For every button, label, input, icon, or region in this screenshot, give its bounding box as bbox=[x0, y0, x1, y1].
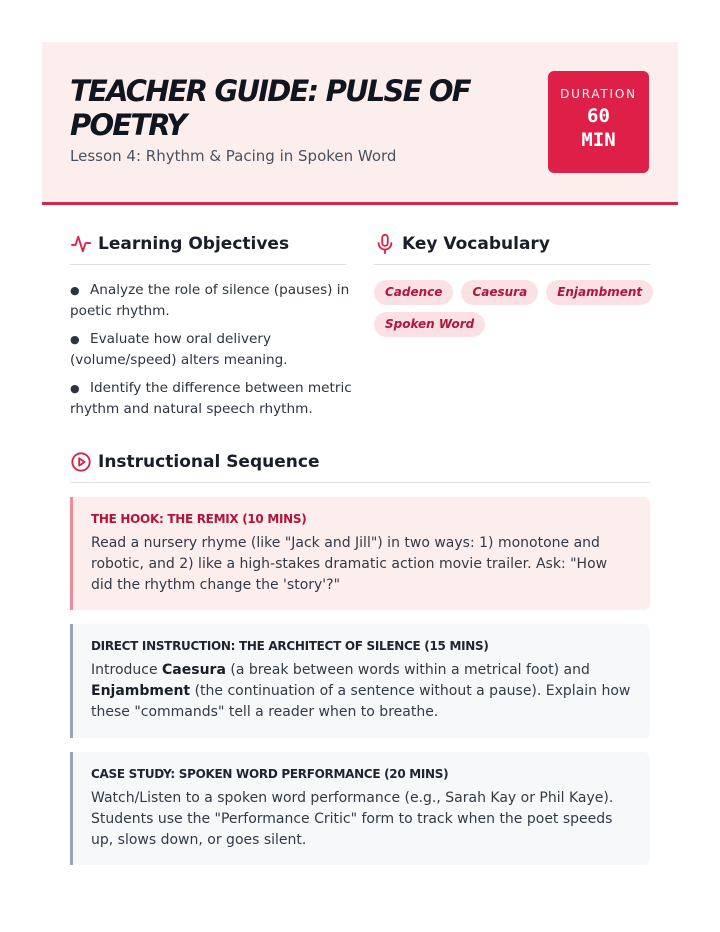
play-circle-icon bbox=[70, 451, 92, 473]
list-item: ● Identify the difference between metric rhythm and natural speech rhythm. bbox=[70, 380, 352, 417]
list-item: ● Analyze the role of silence (pauses) in poetic rhythm. bbox=[70, 282, 350, 319]
step-body: Read a nursery rhyme (like "Jack and Jill") in two ways: 1) monotone and robotic, and 2) like a high-stakes dramatic action movie trailer. Ask: "How did the rhythm change the 'story'?" bbox=[91, 535, 608, 593]
objectives-list bbox=[70, 280, 355, 427]
vocabulary-heading-text: Key Vocabulary bbox=[402, 234, 550, 254]
guide-header bbox=[42, 42, 678, 205]
step-card-direct-instruction bbox=[70, 624, 650, 738]
vocab-chip-caesura: Caesura bbox=[461, 280, 538, 305]
sequence-heading bbox=[70, 451, 650, 483]
term-caesura: Caesura bbox=[162, 662, 226, 678]
step-title: CASE STUDY: SPOKEN WORD PERFORMANCE (20 MINS) bbox=[91, 767, 449, 781]
vocabulary-heading bbox=[374, 233, 650, 265]
step-card-hook bbox=[70, 497, 650, 610]
page-title: TEACHER GUIDE: PULSE OF POETRY bbox=[70, 74, 470, 142]
vocab-chip-spoken-word: Spoken Word bbox=[374, 312, 485, 337]
pulse-line-icon bbox=[70, 233, 92, 255]
objectives-heading bbox=[70, 233, 346, 265]
duration-badge bbox=[548, 71, 649, 173]
microphone-icon bbox=[374, 233, 396, 255]
lesson-subtitle: Lesson 4: Rhythm & Pacing in Spoken Word bbox=[70, 147, 397, 165]
list-item: ● Evaluate how oral delivery (volume/speed) alters meaning. bbox=[70, 331, 288, 368]
step-body: Introduce Caesura (a break between words within a metrical foot) and Enjambment (the continuation of a sentence without a pause). Explain how these "commands" tell a reader when to breathe. bbox=[91, 662, 631, 720]
duration-value: 60 MIN bbox=[581, 105, 616, 151]
vocabulary-chips bbox=[374, 280, 664, 337]
step-title: THE HOOK: THE REMIX (10 MINS) bbox=[91, 512, 307, 526]
objectives-heading-text: Learning Objectives bbox=[98, 234, 290, 254]
step-title: DIRECT INSTRUCTION: THE ARCHITECT OF SILENCE (15 MINS) bbox=[91, 639, 489, 653]
sequence-heading-text: Instructional Sequence bbox=[98, 452, 320, 472]
term-enjambment: Enjambment bbox=[91, 683, 191, 699]
step-body: Watch/Listen to a spoken word performance (e.g., Sarah Kay or Phil Kaye). Students use the "Performance Critic" form to track when the poet speeds up, slows down, or goes silent. bbox=[91, 790, 614, 848]
step-card-case-study bbox=[70, 752, 650, 865]
vocab-chip-cadence: Cadence bbox=[374, 280, 453, 305]
vocab-chip-enjambment: Enjambment bbox=[546, 280, 653, 305]
duration-label: DURATION bbox=[560, 87, 637, 101]
